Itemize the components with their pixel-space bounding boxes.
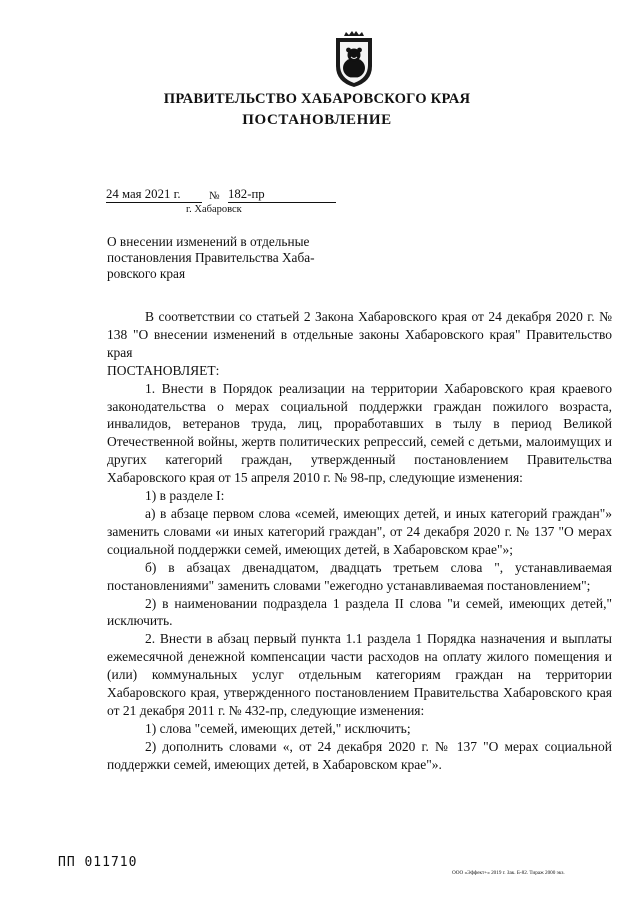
subject-line: О внесении изменений в отдельные <box>107 234 310 249</box>
document-number: 182-пр <box>228 187 336 203</box>
number-sign: № <box>209 190 220 202</box>
subitem-2-1-paragraph: 1) слова "семей, имеющих детей," исключить; <box>145 720 411 736</box>
document-body <box>107 308 612 774</box>
item-2-paragraph: 2. Внести в абзац первый пункта 1.1 раздела 1 Порядка назначения и выплаты ежемесячной денежной компенсации части расходов на оплату жилого помещения и (или) коммунальных услуг отдельным категориям граждан на территории Хабаровского края, утвержденного постановлением Правительства Хабаровского края от 21 декабря 2011 г. № 432-пр, следующие изменения: <box>107 631 612 718</box>
document-type-title: ПОСТАНОВЛЕНИЕ <box>242 112 392 128</box>
subitem-1-1-b-paragraph: б) в абзацах двенадцатом, двадцать третьем слова ", устанавливаемая постановлениями" заменить словами "ежегодно устанавливаемая постановлением"; <box>107 559 612 593</box>
form-code: ПП 011710 <box>58 855 138 870</box>
preamble-paragraph: В соответствии со статьей 2 Закона Хабаровского края от 24 декабря 2020 г. № 138 "О внесении изменений в отдельные законы Хабаровского края" Правительство края <box>107 309 612 360</box>
subitem-1-1-paragraph: 1) в разделе I: <box>145 488 225 504</box>
document-date: 24 мая 2021 г. <box>106 187 202 203</box>
document-city: г. Хабаровск <box>186 204 242 215</box>
document-subject <box>107 234 347 282</box>
organization-title: ПРАВИТЕЛЬСТВО ХАБАРОВСКОГО КРАЯ <box>163 91 471 107</box>
item-1-paragraph: 1. Внести в Порядок реализации на территории Хабаровского края краевого законодательства о мерах социальной поддержки граждан пожилого возраста, инвалидов, ветеранов труда, лиц, проработавших в тылу в период Великой Отечественной войны, жертв политических репрессий, семей с детьми, малоимущих и других категорий граждан, утвержденный постановлением Правительства Хабаровского края от 15 апреля 2010 г. № 98-пр, следующие изменения: <box>107 380 612 486</box>
subitem-1-1-a-paragraph: а) в абзаце первом слова «семей, имеющих детей, и иных категорий граждан"» заменить словами «и иных категорий граждан", от 24 декабря 2020 г. № 137 "О мерах социальной поддержки семей, имеющих детей, в Хабаровском крае"»; <box>107 505 612 557</box>
subject-line: ровского края <box>107 266 186 281</box>
subject-line: постановления Правительства Хаба- <box>107 250 315 265</box>
subitem-1-2-paragraph: 2) в наименовании подраздела 1 раздела II слова "и семей, имеющих детей," исключить. <box>107 595 612 629</box>
resolves-heading: ПОСТАНОВЛЯЕТ: <box>107 362 220 378</box>
printer-imprint: ООО «Эффект+» 2019 г. Зак. Б-82. Тираж 2000 экз. <box>452 870 565 876</box>
subitem-2-2-paragraph: 2) дополнить словами «, от 24 декабря 2020 г. № 137 "О мерах социальной поддержки семей, имеющих детей, в Хабаровском крае"». <box>107 738 612 772</box>
coat-of-arms-emblem <box>324 30 384 88</box>
